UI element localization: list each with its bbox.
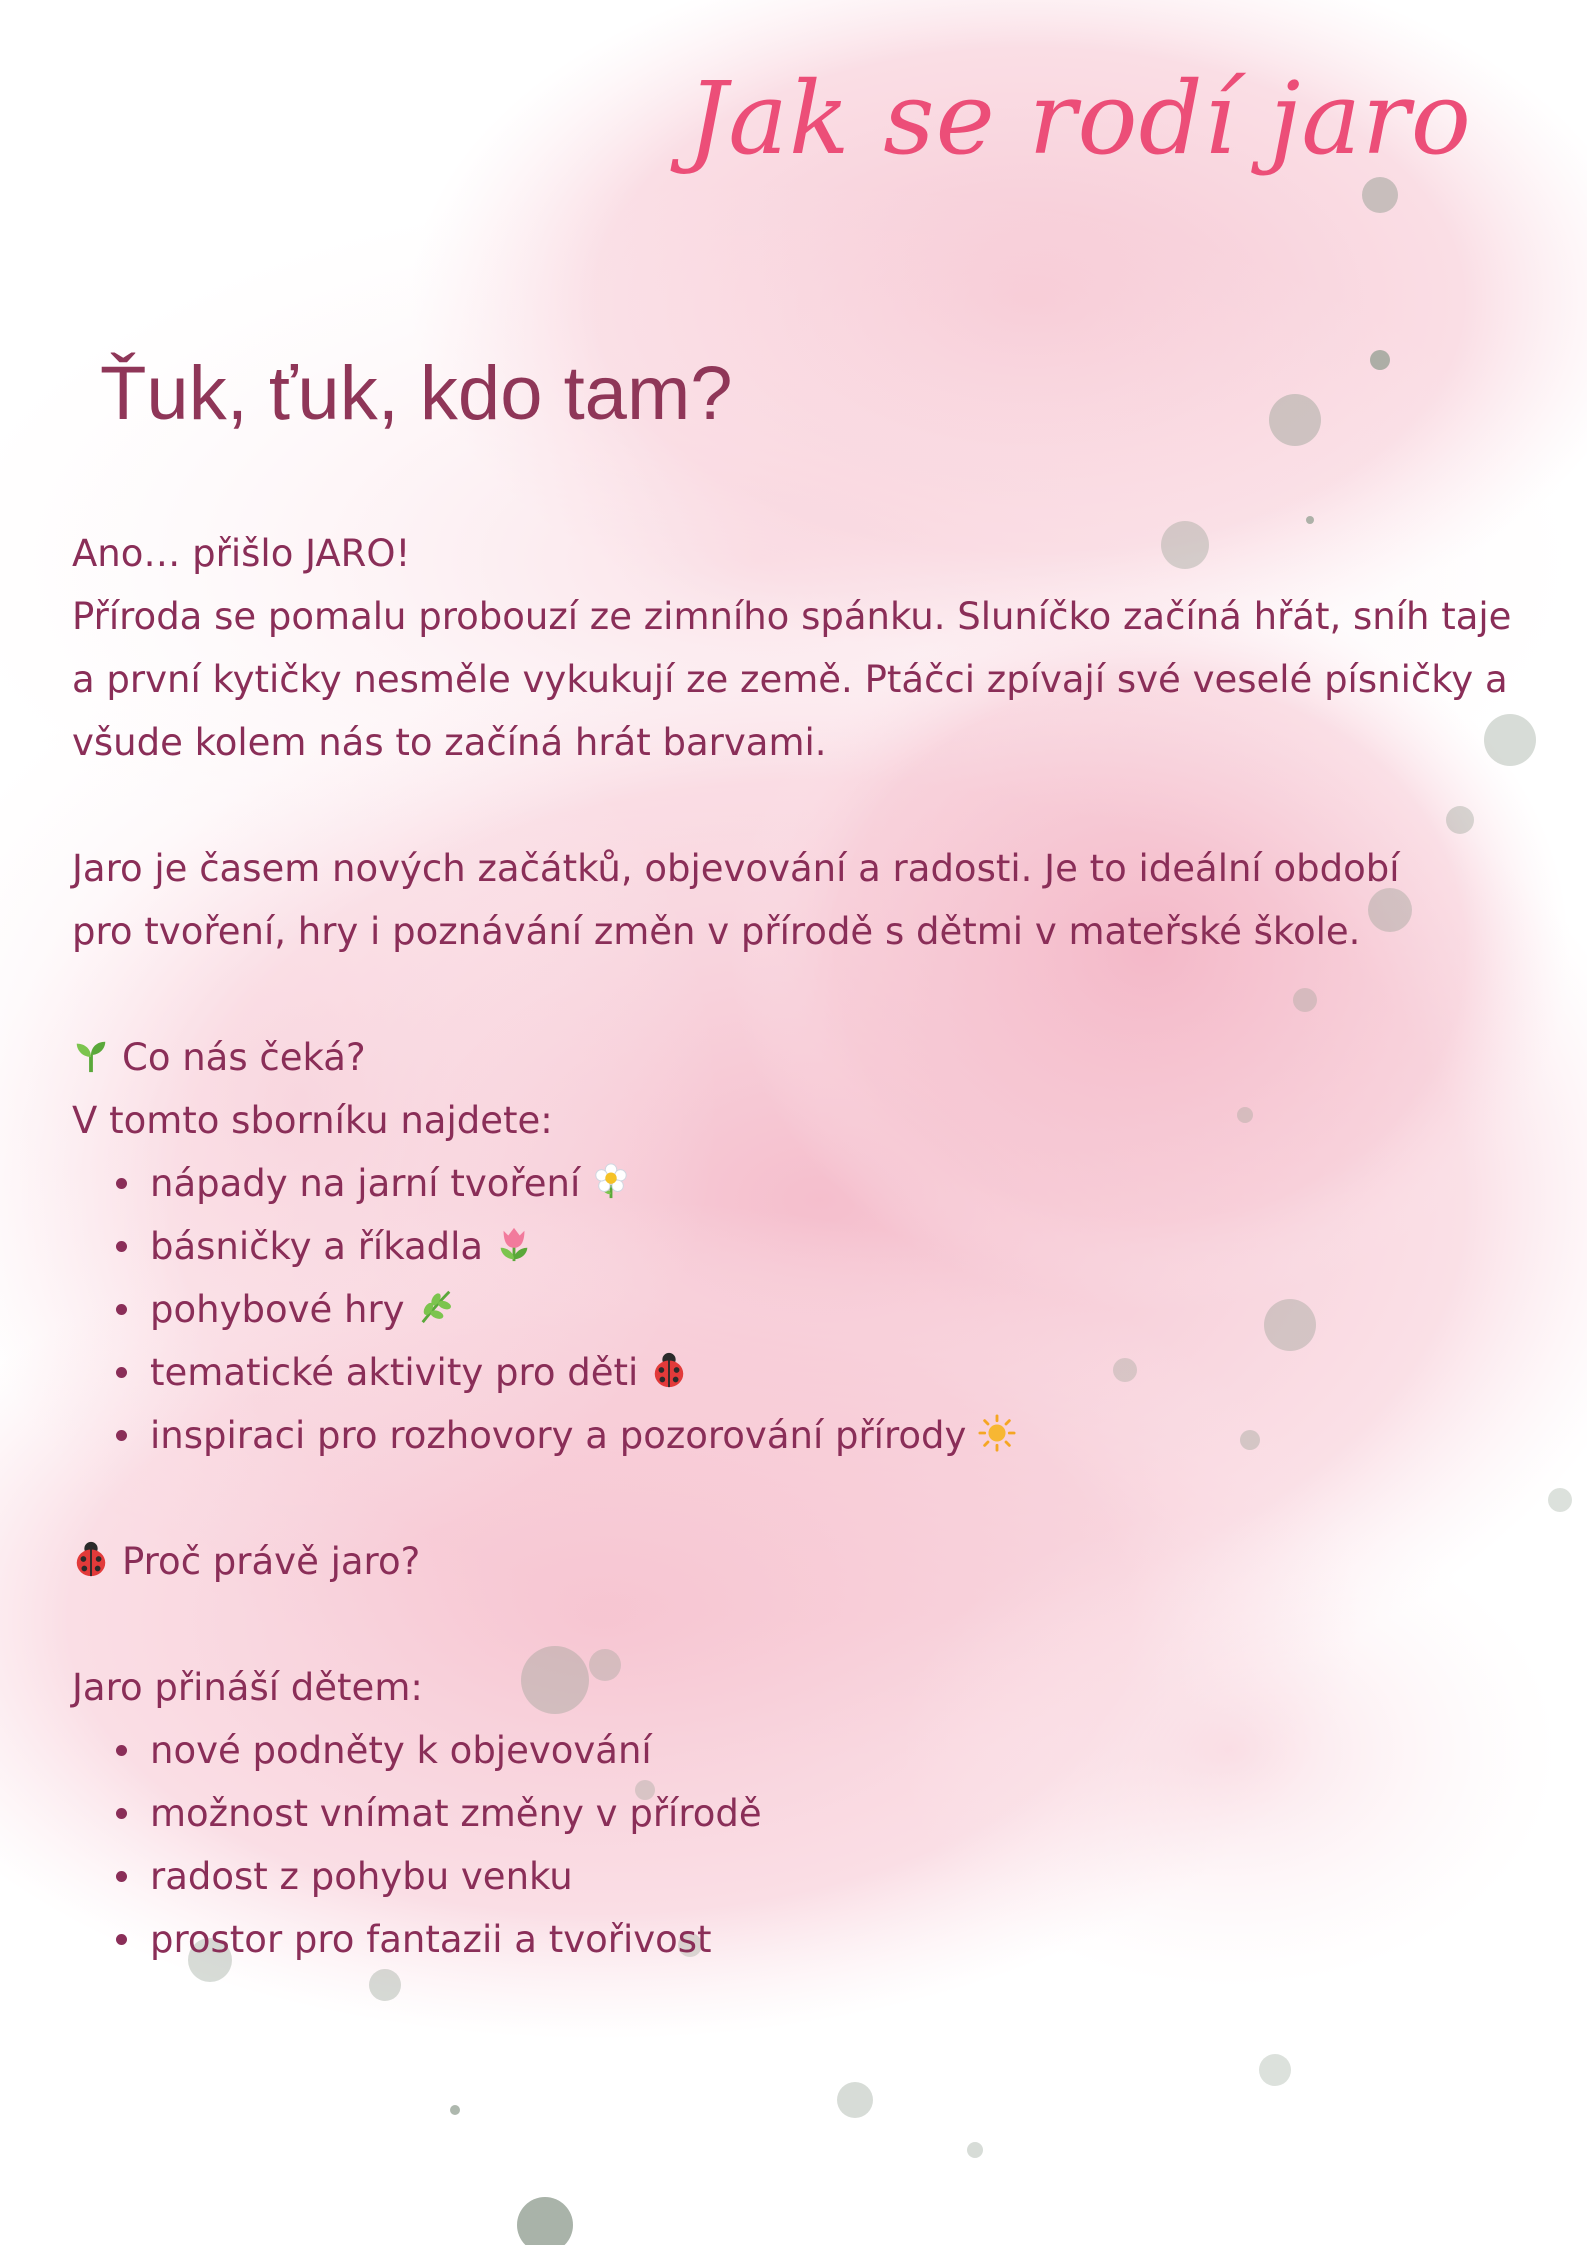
list-item-text: básničky a říkadla [150, 1225, 484, 1268]
list-item [150, 1278, 1532, 1341]
list-item [150, 1341, 1532, 1404]
why-list [72, 1719, 1532, 1971]
herb-icon [417, 1288, 455, 1326]
ladybug-icon [72, 1540, 110, 1578]
section-expect-title-row [72, 1026, 1532, 1089]
list-item-text: inspiraci pro rozhovory a pozorování přírody [150, 1414, 967, 1457]
section-expect-title: Co nás čeká? [122, 1036, 366, 1079]
daisy-icon [592, 1162, 630, 1200]
list-item [150, 1152, 1532, 1215]
ladybug-icon [650, 1351, 688, 1389]
paragraph-two: Jaro je časem nových začátků, objevování a radosti. Je to ideální období pro tvoření, hry i poznávání změn v přírodě s dětmi v mateřské škole. [72, 847, 1400, 953]
intro-line: Ano… přišlo JARO! [72, 532, 411, 575]
section-why-title: Proč právě jaro? [122, 1540, 421, 1583]
list-item: radost z pohybu venku [150, 1845, 1532, 1908]
list-item [150, 1215, 1532, 1278]
list-item: nové podněty k objevování [150, 1719, 1532, 1782]
seedling-icon [72, 1036, 110, 1074]
list-item-text: pohybové hry [150, 1288, 405, 1331]
section-expect-lead: V tomto sborníku najdete: [72, 1099, 553, 1142]
sun-icon [978, 1414, 1016, 1452]
list-item: prostor pro fantazii a tvořivost [150, 1908, 1532, 1971]
list-item-text: nápady na jarní tvoření [150, 1162, 581, 1205]
section-why-lead: Jaro přináší dětem: [72, 1666, 423, 1709]
list-item-text: tematické aktivity pro děti [150, 1351, 639, 1394]
script-title: Jak se rodí jaro [687, 60, 1472, 177]
expect-list [72, 1152, 1532, 1467]
list-item [150, 1404, 1532, 1467]
tulip-icon [495, 1225, 533, 1263]
intro-paragraph: Příroda se pomalu probouzí ze zimního spánku. Sluníčko začíná hřát, sníh taje a první kytičky nesměle vykukují ze země. Ptáčci zpívají své veselé písničky a všude kolem nás to začíná hrát barvami. [72, 595, 1512, 764]
page-heading: Ťuk, ťuk, kdo tam? [100, 351, 733, 436]
section-why-title-row [72, 1530, 1532, 1593]
main-content [72, 522, 1532, 1971]
list-item: možnost vnímat změny v přírodě [150, 1782, 1532, 1845]
